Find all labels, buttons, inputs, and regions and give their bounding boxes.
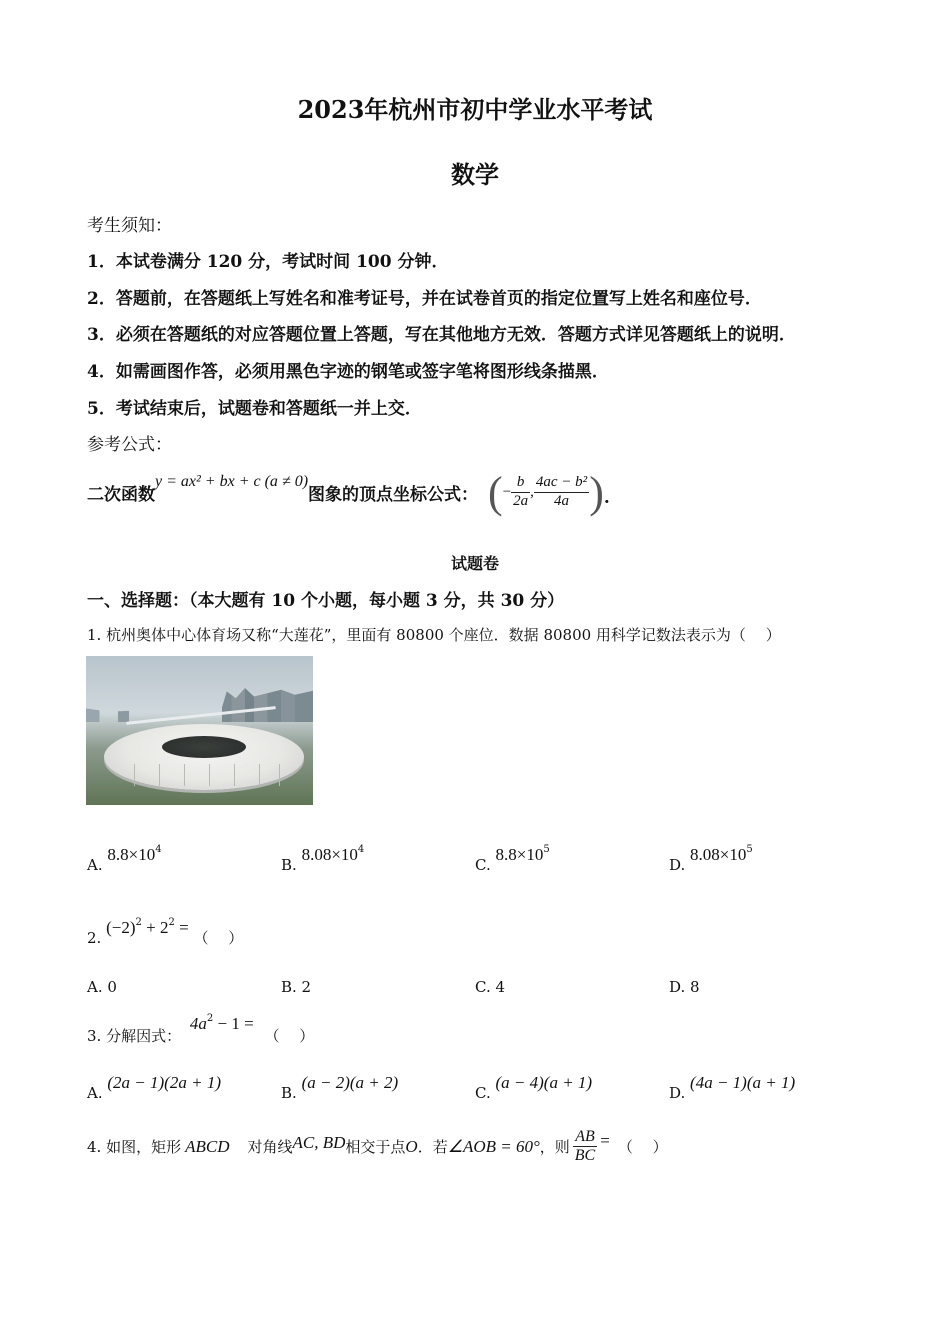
vertex-y-fraction: $\frac{\text{4ac − b²}}{4a}$ [535, 474, 588, 509]
q3-option-a[interactable]: A. (2a − 1)(2a + 1) [87, 1073, 221, 1102]
notice-item-5: 5．考试结束后，试题卷和答题纸一并上交． [87, 399, 422, 419]
subject-title: 数学 [451, 160, 499, 189]
q2-option-c[interactable]: C. 4 [475, 978, 506, 996]
notice-item-1: 1．本试卷满分 120 分，考试时间 100 分钟． [87, 252, 449, 272]
q1-option-a[interactable]: A. $8.8\times 10^4$ [87, 844, 162, 874]
notice-item-4: 4．如需画图作答，必须用黑色字迹的钢笔或签字笔将图形线条描黑． [87, 362, 609, 382]
ab-over-bc-fraction: $\frac{AB}{BC}$ [574, 1128, 596, 1165]
vertex-formula-line [87, 466, 610, 518]
formula-suffix: . [603, 488, 610, 508]
exam-title: 2023年杭州市初中学业水平考试 [297, 95, 653, 124]
q3-option-d[interactable]: D. (4a − 1)(a + 1) [669, 1073, 796, 1102]
q2-option-b[interactable]: B. 2 [281, 978, 312, 996]
question-1-stem: 1. 杭州奥体中心体育场又称“大莲花”，里面有 80800 个座位．数据 80800 用科学记数法表示为（ ） [87, 626, 781, 644]
q1-option-b[interactable]: B. $8.08\times 10^4$ [281, 844, 365, 874]
section-heading: 一、选择题：（本大题有 10 个小题，每小题 3 分，共 30 分） [87, 591, 565, 611]
quadratic-function: y = ax² + bx + c (a ≠ 0) [155, 473, 309, 490]
formula-prefix: 二次函数 [87, 484, 155, 505]
vertex-coordinate: ( − $\frac{b}{2a}$ , $\frac{\text{4ac − b²}}{4a}$ ) [488, 467, 604, 517]
notice-item-3: 3．必须在答题纸的对应答题位置上答题，写在其他地方无效．答题方式详见答题纸上的说明． [87, 325, 796, 345]
notice-item-2: 2．答题前，在答题纸上写姓名和准考证号，并在试卷首页的指定位置写上姓名和座位号． [87, 289, 762, 309]
notice-heading: 考生须知： [87, 216, 172, 236]
paper-label: 试题卷 [450, 554, 499, 573]
formula-middle: 图象的顶点坐标公式： [308, 484, 479, 505]
question-3-stem: 3. 分解因式： $4a^2 - 1$ = （ ） [87, 1013, 315, 1045]
formula-heading: 参考公式： [87, 435, 172, 455]
q1-option-d[interactable]: D. $8.08\times 10^5$ [669, 844, 753, 874]
q1-option-c[interactable]: C. $8.8\times 10^5$ [475, 844, 550, 874]
q2-option-d[interactable]: D. 8 [669, 978, 700, 996]
question-4-stem: 4. 如图，矩形 ABCD 对角线 AC, BD 相交于点 O ．若 ∠AOB = 60° ，则 $\frac{AB}{BC}$ = （ ） [87, 1128, 668, 1165]
q3-option-c[interactable]: C. (a − 4)(a + 1) [475, 1073, 593, 1102]
q3-option-b[interactable]: B. (a − 2)(a + 2) [281, 1073, 399, 1102]
vertex-x-fraction: $\frac{b}{2a}$ [513, 474, 529, 509]
question-2-stem: 2. $(-2)^2 + 2^2$ = （ ） [87, 917, 244, 947]
q2-option-a[interactable]: A. 0 [87, 978, 117, 996]
stadium-photo [86, 656, 313, 805]
